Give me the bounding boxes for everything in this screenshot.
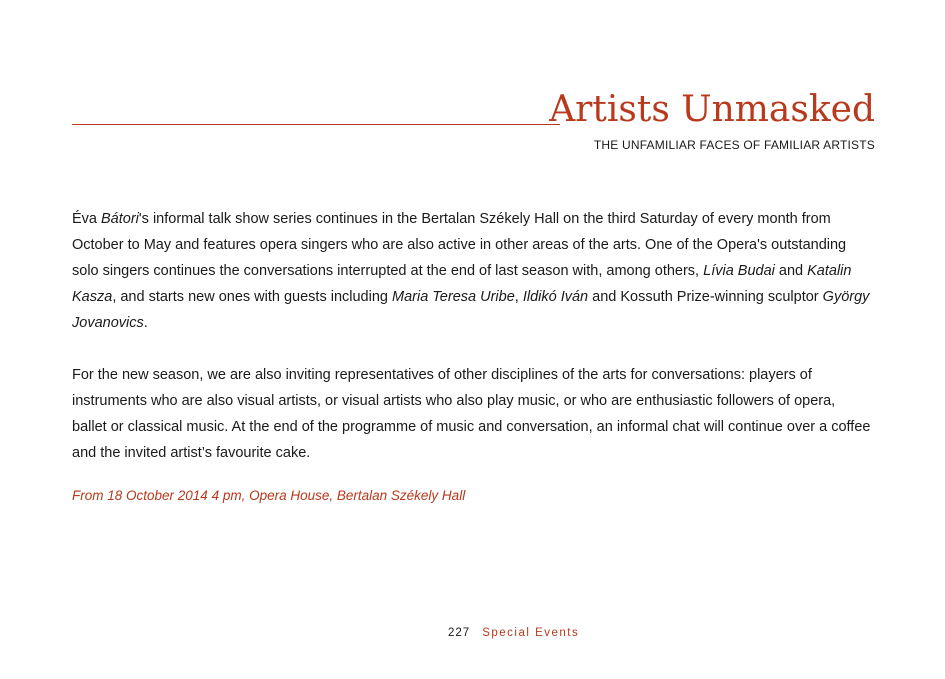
page-number: 227 [448,627,471,639]
event-info: From 18 October 2014 4 pm, Opera House, Bertalan Székely Hall [72,488,466,503]
text-run: and [774,263,808,279]
text-run: , and starts new ones with guests including [112,289,392,305]
artist-name: Katalin Kasza [72,263,852,305]
artist-name: Bátori [101,211,139,227]
page-subtitle: THE UNFAMILIAR FACES OF FAMILIAR ARTISTS [593,138,875,152]
artist-name: Lívia Budai [703,263,775,279]
text-run: , [514,289,523,305]
paragraph-1 [72,206,872,336]
artist-name: Maria Teresa Uribe [392,289,515,305]
article-body [72,206,872,492]
page-footer [448,627,579,639]
artist-name: Ildikó Iván [522,289,589,305]
page-title: Artists Unmasked [549,89,875,130]
section-name: Special Events [482,627,580,639]
text-run: 's informal talk show series continues in the Bertalan Székely Hall on the third Saturday of every month from October to May and features opera singers who are also active in other areas of the arts. One of the Opera's outstanding solo singers continues the conversations interrupted at the end of last season with, among others, [72,211,847,279]
header-rule [72,124,560,125]
text-run: and Kossuth Prize-winning sculptor [588,289,823,305]
text-run: Éva [72,211,102,227]
artist-name: György Jovanovics [72,289,870,331]
text-run: . [143,315,148,331]
paragraph-2: For the new season, we are also inviting representatives of other disciplines of the arts for conversations: players of instruments who are also visual artists, or visual artists who also play music, or who are enthusiastic followers of opera, ballet or classical music. At the end of the programme of music and conversation, an informal chat will continue over a coffee and the invited artist’s favourite cake. [72,367,871,461]
